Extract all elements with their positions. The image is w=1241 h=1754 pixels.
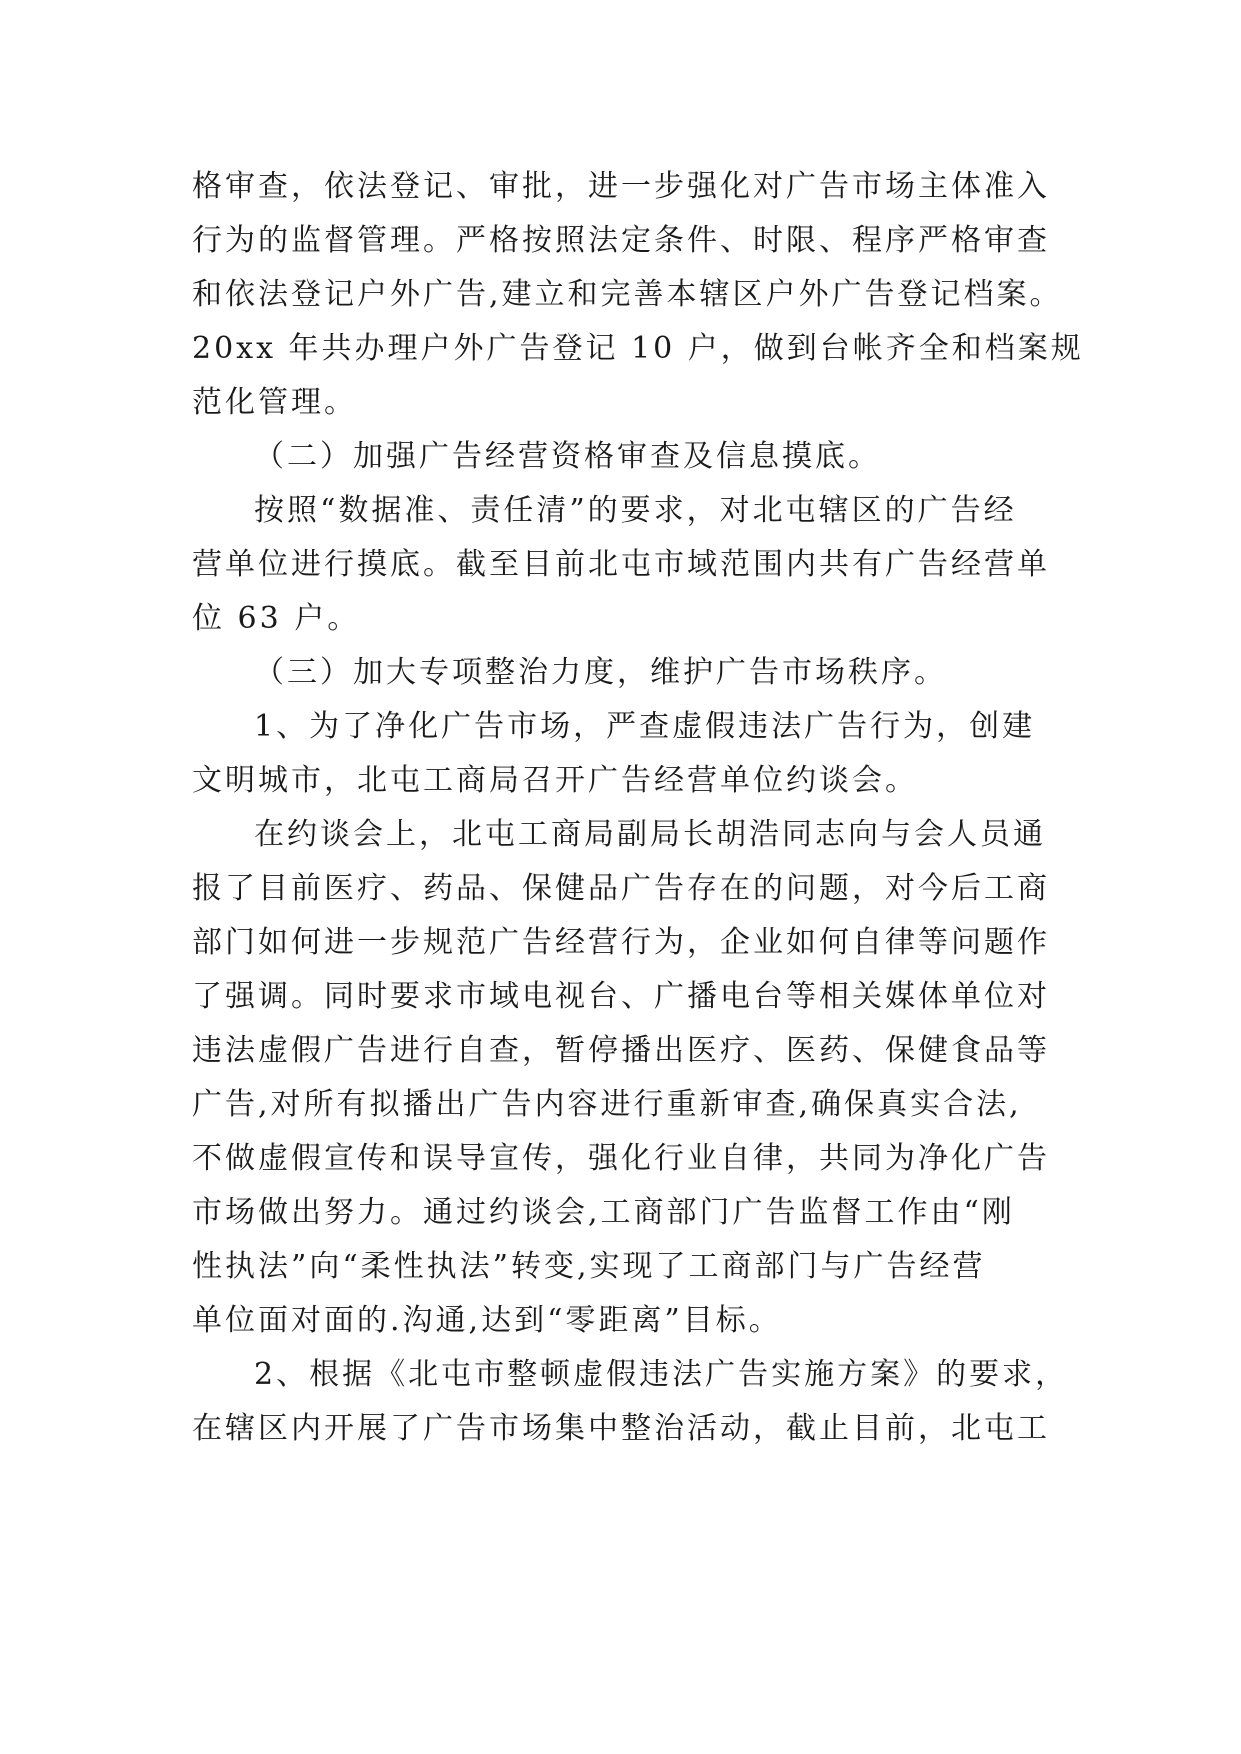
section-heading: （二）加强广告经营资格审查及信息摸底。 [254,439,881,474]
paragraph-line: 广告,对所有拟播出广告内容进行重新审查,确保真实合法, [192,1087,1022,1122]
paragraph-line: 和依法登记户外广告,建立和完善本辖区户外广告登记档案。 [192,277,1063,312]
paragraph-line: 性执法”向“柔性执法”转变,实现了工商部门与广告经营 [192,1249,986,1284]
paragraph-line: 位 63 户。 [192,601,361,636]
paragraph-line: 范化管理。 [192,385,357,420]
paragraph-line: 市场做出努力。通过约谈会,工商部门广告监督工作由“刚 [192,1195,1015,1230]
paragraph-line: 行为的监督管理。严格按照法定条件、时限、程序严格审查 [192,223,1050,258]
paragraph-line: 20xx 年共办理户外广告登记 10 户，做到台帐齐全和档案规 [192,331,1084,366]
paragraph-line: 单位面对面的.沟通,达到“零距离”目标。 [192,1303,782,1338]
paragraph-line: 违法虚假广告进行自查，暂停播出医疗、医药、保健食品等 [192,1033,1050,1068]
paragraph-line: 了强调。同时要求市域电视台、广播电台等相关媒体单位对 [192,979,1050,1014]
paragraph-line: 文明城市，北屯工商局召开广告经营单位约谈会。 [192,763,918,798]
paragraph-line: 报了目前医疗、药品、保健品广告存在的问题，对今后工商 [192,871,1050,906]
paragraph-line: 不做虚假宣传和误导宣传，强化行业自律，共同为净化广告 [192,1141,1050,1176]
section-heading: （三）加大专项整治力度，维护广告市场秩序。 [254,655,947,690]
document-body [192,160,1084,1456]
paragraph-line: 按照“数据准、责任清”的要求，对北屯辖区的广告经 [254,493,1017,528]
paragraph-line: 营单位进行摸底。截至目前北屯市域范围内共有广告经营单 [192,547,1050,582]
paragraph-line: 2、根据《北屯市整顿虚假违法广告实施方案》的要求， [254,1357,1069,1392]
paragraph-line: 1、为了净化广告市场，严查虚假违法广告行为，创建 [254,709,1036,744]
paragraph-line: 在辖区内开展了广告市场集中整治活动，截止目前，北屯工 [192,1411,1050,1446]
paragraph-line: 部门如何进一步规范广告经营行为，企业如何自律等问题作 [192,925,1050,960]
paragraph-line: 格审查，依法登记、审批，进一步强化对广告市场主体准入 [192,169,1050,204]
paragraph-line: 在约谈会上，北屯工商局副局长胡浩同志向与会人员通 [254,817,1046,852]
